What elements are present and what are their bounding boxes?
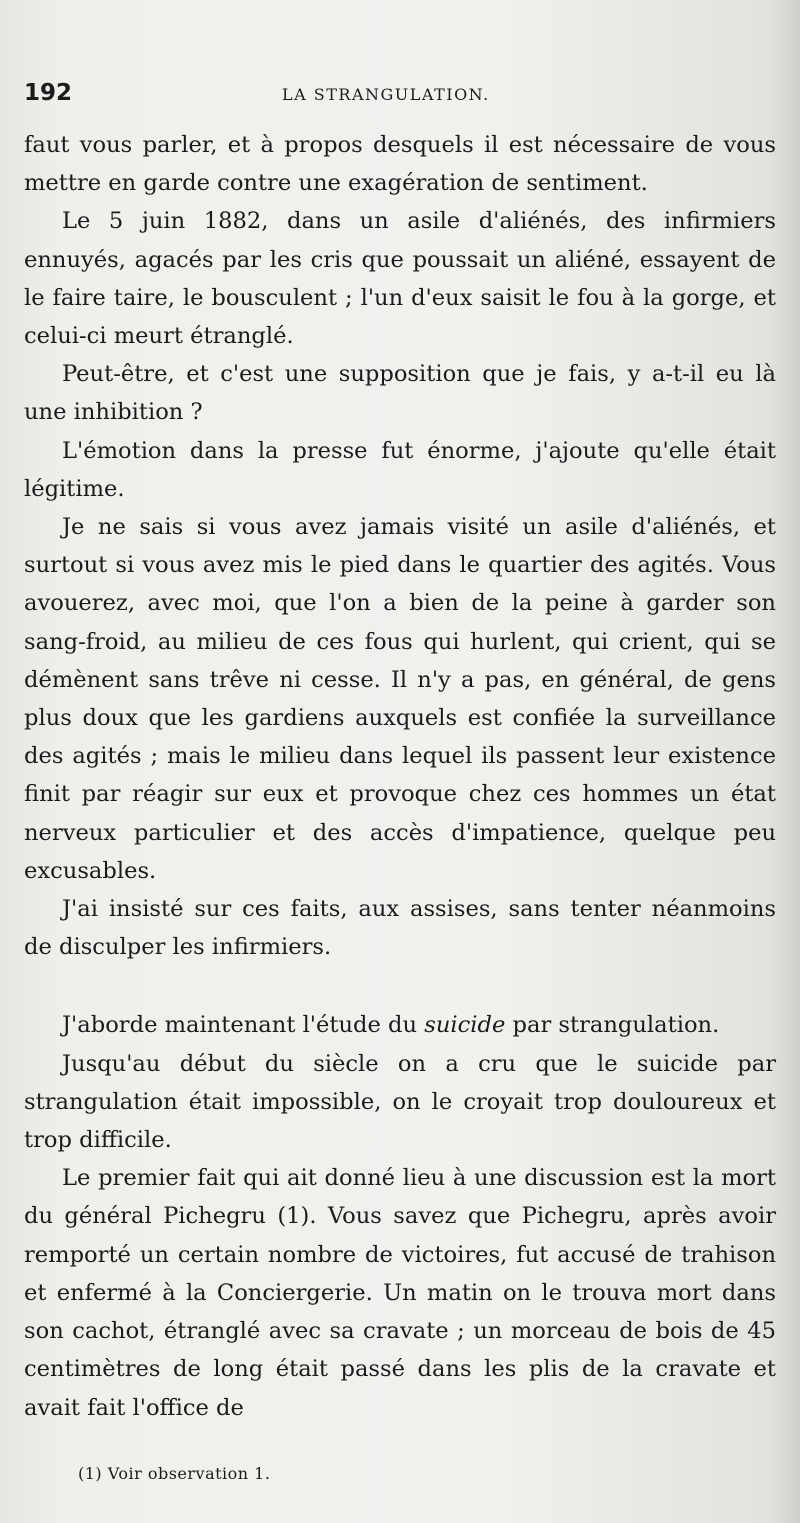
page-header (24, 80, 784, 116)
paragraph: Le premier fait qui ait donné lieu à une discussion est la mort du général Pichegru (1). Vous savez que Pichegru, après avoir remporté un certain nombre de victoires, fut accusé de trahison et enfermé à la Conciergerie. Un matin on le trouva mort dans son cachot, étranglé avec sa cravate ; un morceau de bois de 45 centimètres de long était passé dans les plis de la cravate et avait fait l'office de (24, 1165, 776, 1421)
text-segment: J'aborde maintenant l'étude du (62, 1012, 425, 1039)
paragraph-suicide-intro (24, 1006, 776, 1044)
paragraph: J'ai insisté sur ces faits, aux assises, sans tenter néanmoins de disculper les infirmiers. (24, 896, 776, 961)
section-break (24, 966, 776, 1006)
emphasized-word: suicide (424, 1012, 506, 1039)
paragraph: Peut-être, et c'est une supposition que je fais, y a-t-il eu là une inhibition ? (24, 361, 776, 426)
paragraph: Jusqu'au début du siècle on a cru que le suicide par strangulation était impossible, on le croyait trop douloureux et trop difficile. (24, 1050, 776, 1154)
footnote: (1) Voir observation 1. (78, 1464, 271, 1483)
paragraph: Je ne sais si vous avez jamais visité un asile d'aliénés, et surtout si vous avez mis le pied dans le quartier des agités. Vous avouerez, avec moi, que l'on a bien de la peine à garder son sang-froid, au milieu de ces fous qui hurlent, qui crient, qui se démènent sans trêve ni cesse. Il n'y a pas, en général, de gens plus doux que les gardiens auxquels est confiée la surveillance des agités ; mais le milieu dans lequel ils passent leur existence finit par réagir sur eux et provoque chez ces hommes un état nerveux particulier et des accès d'impatience, quelque peu excusables. (24, 514, 776, 884)
page-number: 192 (24, 80, 73, 106)
body-text (24, 126, 776, 1427)
running-title: LA STRANGULATION. (282, 85, 490, 104)
paragraph-continuation: faut vous parler, et à propos desquels il est nécessaire de vous mettre en garde contre une exagération de sentiment. (24, 132, 776, 197)
text-segment: par strangulation. (505, 1012, 720, 1039)
paragraph: Le 5 juin 1882, dans un asile d'aliénés, des infirmiers ennuyés, agacés par les cris que poussait un aliéné, essayent de le faire taire, le bousculent ; l'un d'eux saisit le fou à la gorge, et celui-ci meurt étranglé. (24, 208, 776, 350)
paragraph: L'émotion dans la presse fut énorme, j'ajoute qu'elle était légitime. (24, 437, 776, 502)
